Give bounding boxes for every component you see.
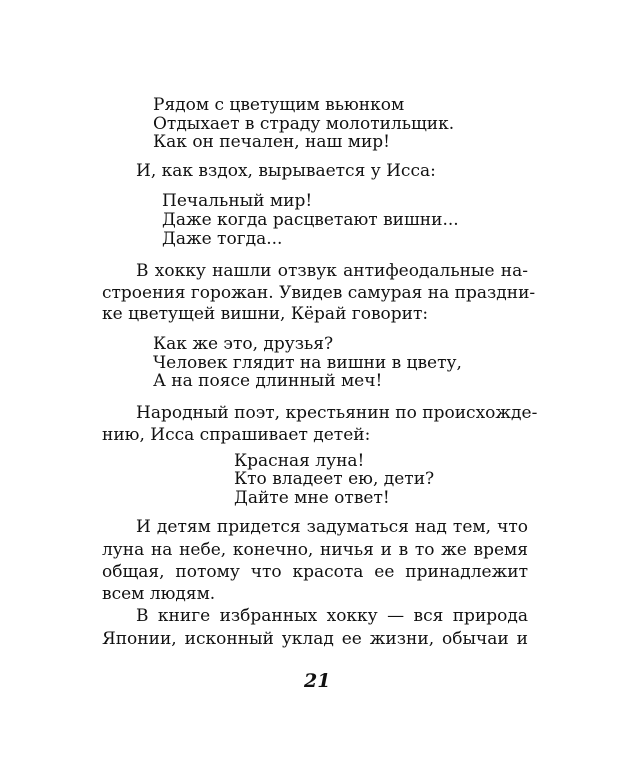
poem-line: Печальный мир!	[162, 191, 313, 211]
poem-line: Дайте мне ответ!	[234, 488, 390, 508]
text-line: В книге избранных хокку — вся природа	[136, 606, 528, 626]
poem-line: Рядом с цветущим вьюнком	[153, 95, 405, 115]
text-line: общая, потому что красота ее принадлежит	[102, 562, 528, 582]
page-number: 21	[304, 670, 331, 692]
text-line: луна на небе, конечно, ничья и в то же время	[102, 540, 528, 560]
poem-line: Даже когда расцветают вишни...	[162, 210, 459, 230]
poem-line: Даже тогда...	[162, 229, 283, 249]
text-line: строения горожан. Увидев самурая на праздни-	[102, 283, 536, 303]
text-line: И, как вздох, вырывается у Исса:	[136, 161, 436, 181]
poem-line: Кто владеет ею, дети?	[234, 469, 435, 489]
poem-line: А на поясе длинный меч!	[153, 371, 383, 391]
text-line: всем людям.	[102, 584, 216, 604]
text-line: Народный поэт, крестьянин по происхожде-	[136, 403, 538, 423]
text-line: И детям придется задуматься над тем, что	[136, 517, 528, 537]
poem-line: Красная луна!	[234, 451, 365, 471]
poem-line: Отдыхает в страду молотильщик.	[153, 114, 455, 134]
poem-line: Как же это, друзья?	[153, 334, 334, 354]
text-line: В хокку нашли отзвук антифеодальные на-	[136, 261, 528, 281]
text-line: ке цветущей вишни, Кёрай говорит:	[102, 304, 429, 324]
text-line: Японии, исконный уклад ее жизни, обычаи и	[102, 629, 528, 649]
text-line: нию, Исса спрашивает детей:	[102, 425, 371, 445]
poem-line: Как он печален, наш мир!	[153, 132, 390, 152]
poem-line: Человек глядит на вишни в цвету,	[153, 353, 462, 373]
